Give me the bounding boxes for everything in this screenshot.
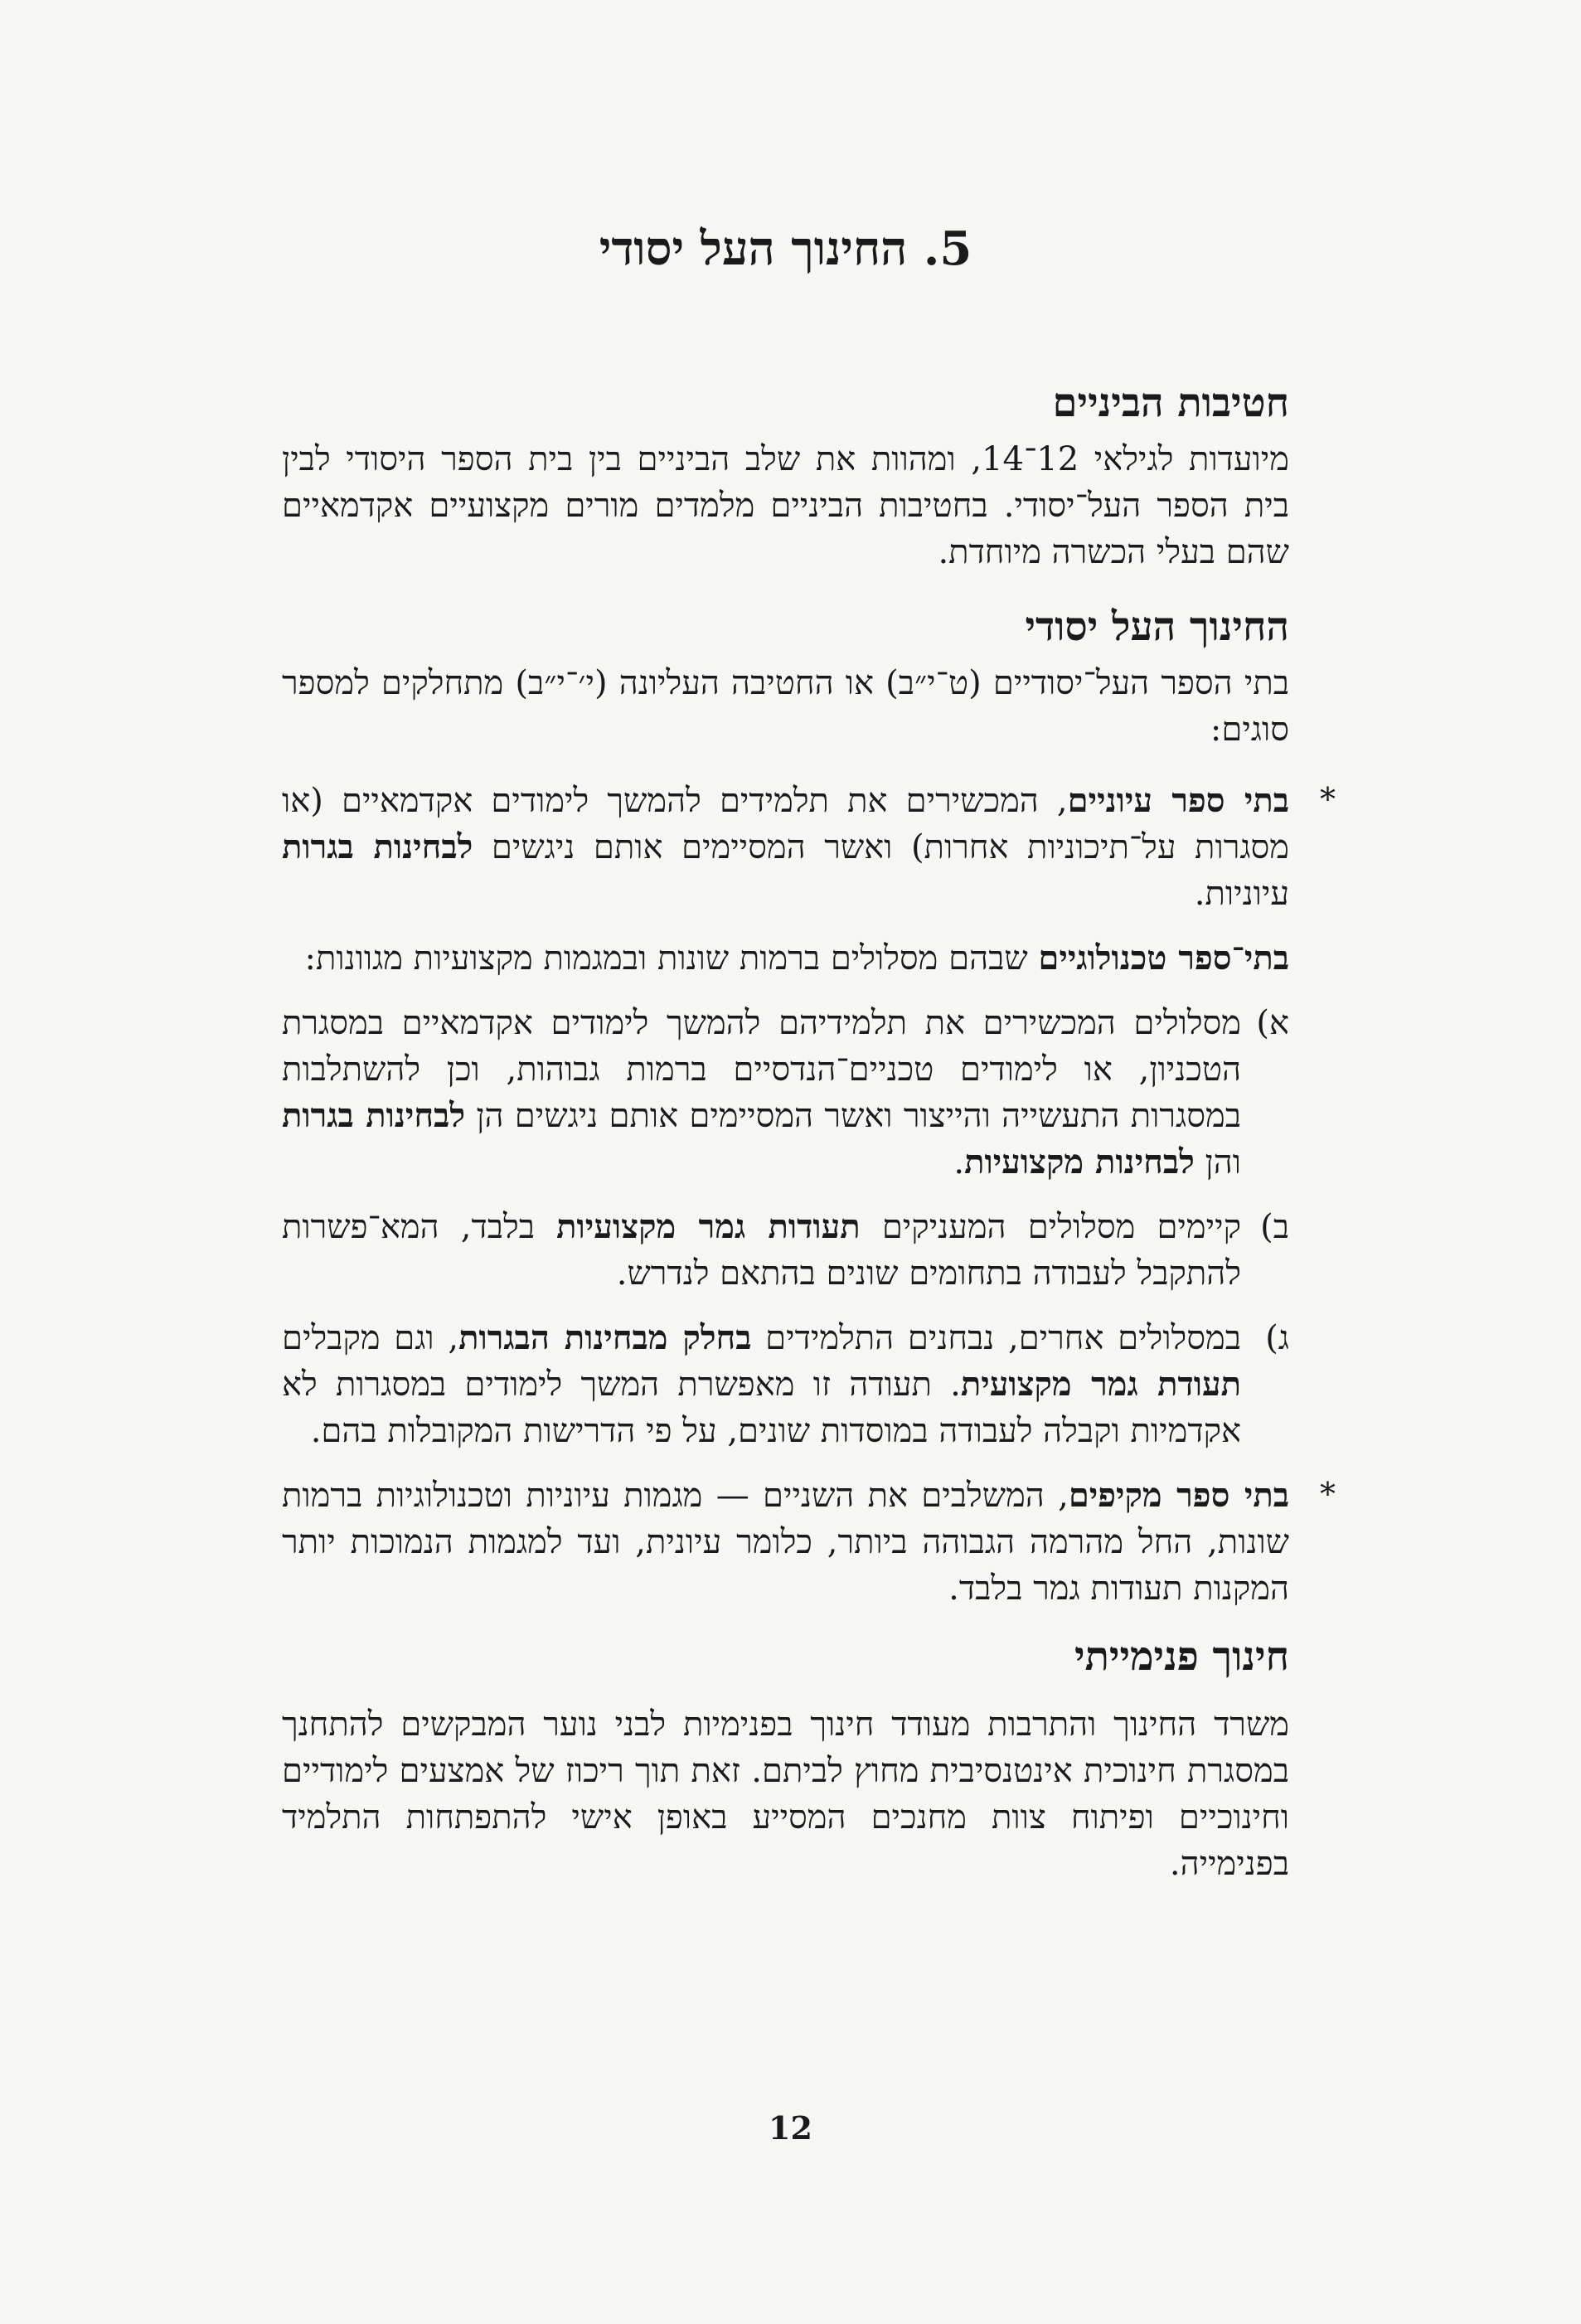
text-academic-1: , המכשירים את תלמידים להמשך לימודים אקדמאיים (או מסגרות על־תיכוניות אחרות) ואשר המסיימים אותם ניגשים: [282, 782, 1290, 866]
page-content: [282, 214, 1336, 1912]
text-alef-2: והן: [1194, 1143, 1241, 1181]
term-alef-matriculation: לבחינות בגרות: [282, 1096, 466, 1135]
term-bet-certificates: תעודות גמר מקצועיות: [556, 1207, 861, 1246]
text-gimel-2: , וגם מקבלים: [282, 1319, 459, 1357]
term-matriculation: לבחינות בגרות: [282, 827, 473, 866]
text-bet-2: בלבד, המא־פשרות להתקבל לעבודה בתחומים שונים בהתאם לנדרש.: [282, 1208, 1241, 1293]
list-letter-alef: א): [1256, 1004, 1289, 1042]
heading-secondary-education: החינוך העל יסודי: [1025, 604, 1289, 650]
text-gimel-1: במסלולים אחרים, נבחנים התלמידים: [751, 1319, 1241, 1357]
text-bet-1: קיימים מסלולים המעניקים: [860, 1208, 1241, 1246]
heading-middle-school: חטיבות הביניים: [1052, 380, 1289, 426]
bullet-comprehensive-schools: [282, 1473, 1336, 1612]
text-alef-3: .: [953, 1143, 965, 1181]
paragraph-technological-schools: [282, 935, 1289, 982]
term-technological-schools: בתי־ספר טכנולוגיים: [1038, 939, 1289, 978]
list-letter-gimel: ג): [1265, 1319, 1289, 1357]
text-academic-2: עיוניות.: [1194, 875, 1289, 913]
term-academic-schools: בתי ספר עיוניים: [1067, 781, 1289, 820]
list-text-alef: [282, 1000, 1241, 1186]
text-technological: שבהם מסלולים ברמות שונות ובמגמות מקצועיות מגוונות:: [304, 939, 1039, 978]
list-text-bet: [282, 1204, 1241, 1297]
term-gimel-partial: בחלק מבחינות הבגרות: [458, 1318, 752, 1357]
bullet-academic-schools: [282, 778, 1336, 917]
list-letter-bet: ב): [1260, 1208, 1289, 1246]
bullet-mark: *: [1320, 781, 1336, 818]
list-text-gimel: [282, 1315, 1241, 1454]
text-comprehensive: , המשלבים את השניים — מגמות עיוניות וטכנולוגיות ברמות שונות, החל מהרמה הגבוהה ביותר, כלומר עיונית, ועד למגמות הנמוכות יותר המקנות תעודות גמר בלבד.: [282, 1477, 1289, 1608]
paragraph-boarding-education: משרד החינוך והתרבות מעודד חינוך בפנימיות לבני נוער המבקשים להתחנך במסגרת חינוכית אינטנסיבית מחוץ לביתם. זאת תוך ריכוז של אמצעים לימודיים וחינוכיים ופיתוח צוות מחנכים המסייע באופן אישי להתפתחות התלמיד בפנימייה.: [282, 1705, 1289, 1883]
term-alef-professional: לבחינות מקצועיות: [964, 1143, 1195, 1181]
list-item-bet: [282, 1204, 1289, 1297]
paragraph-secondary-types: בתי הספר העל־יסודיים (ט־י״ב) או החטיבה העליונה (י׳־י״ב) מתחלקים למספר סוגים:: [282, 664, 1289, 749]
bullet-mark: *: [1320, 1476, 1336, 1512]
term-gimel-certificate: תעודת גמר מקצועית: [960, 1365, 1242, 1404]
page-number: 12: [769, 2109, 812, 2147]
page-title: 5. החינוך העל יסודי: [599, 221, 972, 276]
list-item-gimel: [282, 1315, 1289, 1454]
list-item-alef: [282, 1000, 1289, 1186]
heading-boarding-education: חינוך פנימייתי: [1074, 1633, 1289, 1680]
text-alef-1: מסלולים המכשירים את תלמידיהם להמשך לימודים אקדמאיים במסגרת הטכניון, או לימודים טכניים־הנדסיים ברמות גבוהות, וכן להשתלבות במסגרות התעשייה והייצור ואשר המסיימים אותם ניגשים הן: [282, 1004, 1242, 1135]
text-gimel-3: . תעודה זו מאפשרת המשך לימודים במסגרות לא אקדמיות וקבלה לעבודה במוסדות שונים, על פי הדרישות המקובלות בהם.: [282, 1366, 1241, 1450]
paragraph-middle-school: מיועדות לגילאי 12־14, ומהוות את שלב הביניים בין בית הספר היסודי לבין בית הספר העל־יסודי. בחטיבות הביניים מלמדים מורים מקצועיים אקדמאיים שהם בעלי הכשרה מיוחדת.: [282, 440, 1289, 571]
term-comprehensive-schools: בתי ספר מקיפים: [1068, 1476, 1290, 1515]
